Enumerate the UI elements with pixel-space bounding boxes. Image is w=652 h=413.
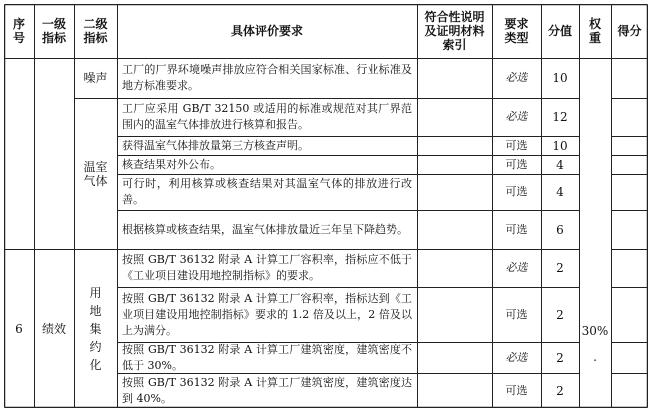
requirement-text: 获得温室气体排放量第三方核查声明。: [122, 138, 309, 152]
requirement-text: 按照 GB/T 36132 附录 A 计算工厂建筑密度，建筑密度达到 40%。: [122, 375, 412, 405]
requirement-text: 按照 GB/T 36132 附录 A 计算工厂建筑密度，建筑密度不低于 30%。: [122, 342, 412, 372]
score-value: 2: [556, 383, 564, 398]
points-cell: [611, 373, 648, 408]
score-value: 6: [556, 222, 564, 237]
group-weight: 30% .: [581, 324, 609, 364]
requirement-text: 按照 GB/T 36132 附录 A 计算工厂容积率，指标应不低于《工业项目建设用地控制指标》的要求。: [122, 253, 412, 282]
evidence-cell: [417, 249, 492, 287]
points-cell: [611, 287, 648, 342]
requirement-type: 可选: [505, 307, 528, 321]
group-level1: 绩效: [41, 321, 66, 336]
evidence-cell: [417, 155, 492, 174]
header-points: 得分: [617, 24, 642, 38]
evaluation-table: [4, 4, 648, 408]
header-requirement: 具体评价要求: [230, 24, 303, 38]
score-value: 10: [552, 138, 568, 153]
requirement-type: 可选: [505, 185, 528, 198]
points-cell: [611, 58, 648, 98]
score-value: 4: [556, 157, 564, 172]
points-cell: [611, 174, 648, 210]
points-cell: [611, 98, 648, 136]
header-weight: 权重: [588, 17, 601, 45]
header-evidence: 符合性说明及证明材料索引: [424, 10, 485, 52]
evidence-cell: [417, 210, 492, 249]
requirement-type: 必选: [505, 261, 528, 274]
evidence-cell: [417, 287, 492, 342]
header-level2: 二级指标: [83, 17, 108, 45]
evidence-cell: [417, 373, 492, 408]
requirement-text: 工厂的厂界环境噪声排放应符合相关国家标准、行业标准及地方标准要求。: [122, 63, 412, 92]
requirement-type: 可选: [505, 157, 528, 171]
evidence-cell: [417, 98, 492, 136]
requirement-type: 可选: [505, 222, 528, 236]
evidence-cell: [417, 58, 492, 98]
score-value: 12: [552, 110, 568, 124]
score-value: 2: [556, 350, 564, 365]
score-value: 2: [556, 261, 564, 275]
requirement-text: 核查结果对外公布。: [122, 157, 221, 171]
points-cell: [611, 136, 648, 155]
score-value: 2: [556, 307, 564, 322]
points-cell: [611, 155, 648, 174]
evidence-cell: [417, 174, 492, 210]
requirement-type: 可选: [505, 383, 528, 397]
header-score: 分值: [547, 24, 572, 38]
evidence-cell: [417, 136, 492, 155]
points-cell: [611, 249, 648, 287]
group-no: 6: [15, 321, 23, 336]
requirement-text: 按照 GB/T 36132 附录 A 计算工厂容积率，指标达到《工业项目建设用地控制指标》要求的 1.2 倍及以上，2 倍及以上为满分。: [122, 291, 412, 337]
section-land-use: 用地集约化: [89, 285, 102, 372]
section-ghg: 温室气体: [83, 159, 108, 188]
points-cell: [611, 210, 648, 249]
requirement-text: 工厂应采用 GB/T 32150 或适用的标准或规范对其厂界范围内的温室气体排放进行核算和报告。: [122, 102, 412, 131]
points-cell: [611, 342, 648, 373]
header-type: 要求类型: [504, 17, 529, 45]
requirement-type: 可选: [505, 138, 528, 152]
evidence-cell: [417, 342, 492, 373]
header-level1: 一级指标: [41, 17, 66, 45]
requirement-text: 可行时，利用核算或核查结果对其温室气体的排放进行改善。: [122, 177, 412, 206]
requirement-text: 根据核算或核查结果，温室气体排放量近三年呈下降趋势。: [122, 222, 408, 236]
requirement-type: 必选: [505, 350, 528, 364]
requirement-type: 必选: [505, 71, 528, 84]
score-value: 10: [552, 71, 568, 85]
requirement-type: 必选: [505, 110, 528, 123]
score-value: 4: [556, 185, 564, 199]
header-no: 序号: [12, 17, 25, 45]
section-noise: 噪声: [83, 71, 108, 85]
